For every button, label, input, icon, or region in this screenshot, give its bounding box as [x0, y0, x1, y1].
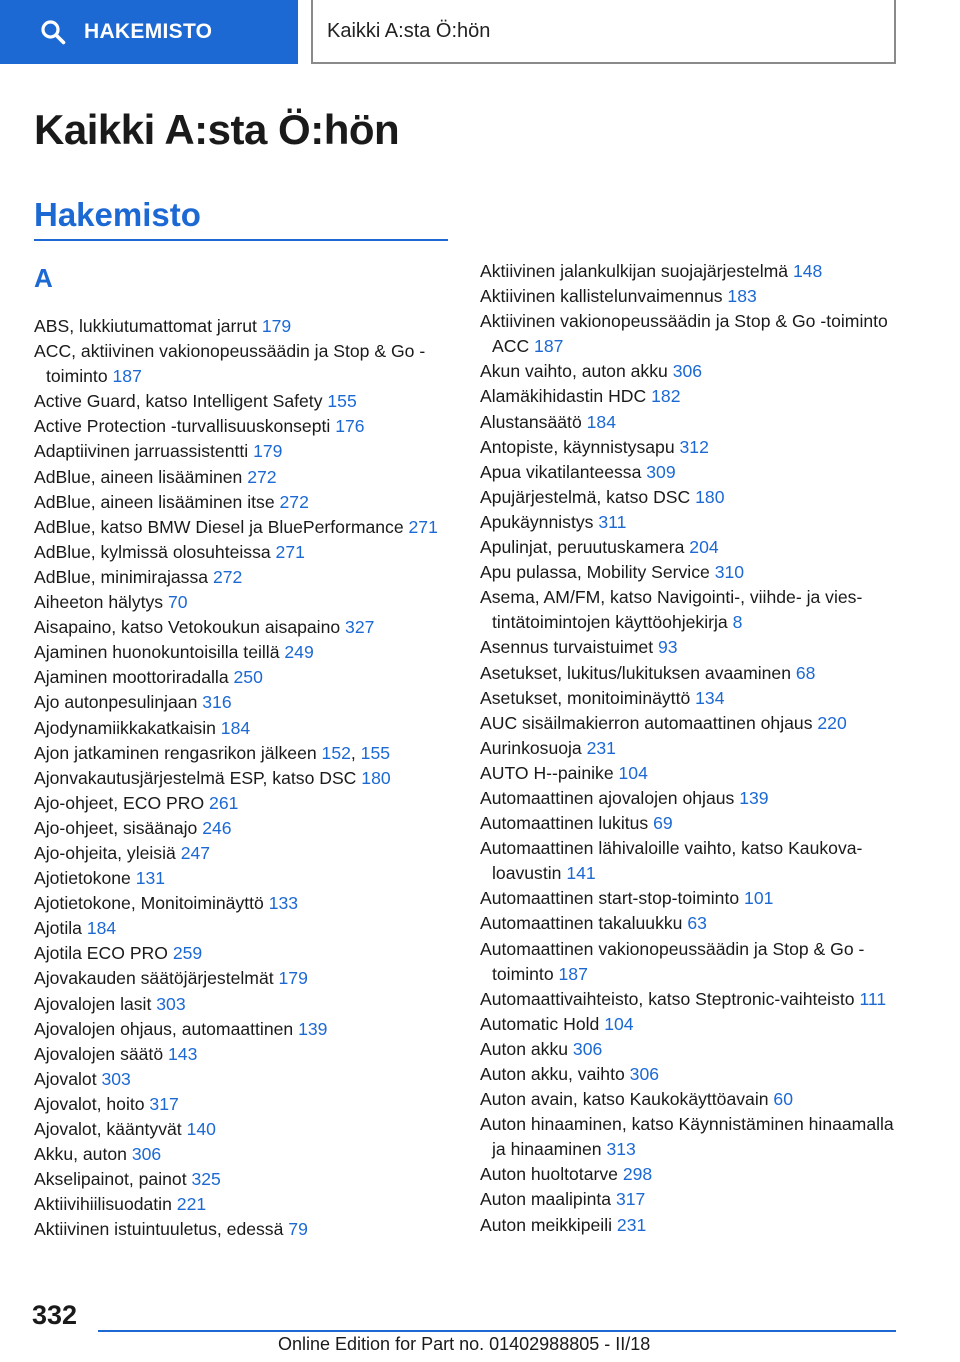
page-reference-link[interactable]: 155: [360, 742, 391, 763]
index-entry: [480, 711, 900, 736]
page-reference-link[interactable]: 187: [558, 963, 588, 984]
index-entry-text: Ajotietokone, Monitoiminäyttö: [34, 893, 269, 914]
page-reference-link[interactable]: 272: [279, 491, 309, 512]
index-entry: [34, 640, 448, 665]
index-entry: [34, 1042, 448, 1067]
index-entry-text: Aiheeton hälytys: [34, 592, 168, 613]
page-reference-link[interactable]: 139: [739, 787, 769, 808]
index-entry-text: Ajon jatkaminen rengasrikon jälkeen: [34, 742, 322, 763]
index-entry-text: ABS, lukkiutumattomat jarrut: [34, 316, 262, 336]
page-reference-link[interactable]: 8: [732, 612, 743, 633]
page-reference-link[interactable]: 133: [268, 893, 299, 914]
index-entry: [34, 540, 448, 565]
current-chapter-label: Kaikki A:sta Ö:hön: [327, 19, 491, 42]
index-entry-text: Active Protection -turvallisuuskonsepti: [34, 416, 336, 437]
index-entry-text: Asetukset, lukitus/lukituksen avaaminen: [480, 662, 796, 683]
index-entry-text: Automatic Hold: [480, 1013, 605, 1034]
index-entry: [34, 916, 448, 941]
index-entry: [480, 987, 900, 1012]
page-reference-link[interactable]: 179: [253, 441, 283, 462]
index-entry: [34, 992, 448, 1017]
page-reference-link[interactable]: 306: [572, 1038, 603, 1059]
index-entry: [34, 465, 448, 490]
page-reference-link[interactable]: 180: [361, 767, 391, 788]
index-entry-text: AdBlue, aineen lisääminen itse: [34, 491, 280, 512]
index-entry-text: Auton avain, katso Kaukokäyttöavain: [480, 1089, 774, 1110]
page-title: Kaikki A:sta Ö:hön: [34, 106, 400, 153]
page-reference-link[interactable]: 246: [202, 817, 232, 838]
index-entry: [34, 816, 448, 841]
index-entry-text: Aktiivihiilisuodatin: [34, 1194, 177, 1215]
index-entry-text: ACC, aktiivinen vakionopeussäädin ja Stop & Go -toiminto: [34, 341, 426, 387]
index-entry-text: Auton meikkipeili: [480, 1214, 617, 1235]
index-entry: [480, 937, 900, 987]
index-entry: [34, 716, 448, 741]
page-reference-link[interactable]: 68: [795, 662, 816, 683]
page-reference-link[interactable]: 187: [112, 366, 142, 387]
index-entry-text: AUC sisäilmakierron automaattinen ohjaus: [480, 712, 818, 733]
index-entry: [480, 1012, 900, 1037]
index-entry-text: Auton maalipinta: [480, 1189, 616, 1210]
index-entry: [480, 736, 900, 761]
index-column-right: [480, 259, 900, 1238]
page-reference-link[interactable]: 259: [172, 943, 203, 964]
index-entry: [34, 565, 448, 590]
index-entry: [480, 786, 900, 811]
page-reference-link[interactable]: 184: [586, 411, 616, 432]
index-entry-text: Aktiivinen istuintuuletus, edessä: [34, 1219, 289, 1240]
page-reference-link[interactable]: 183: [727, 286, 757, 307]
index-entry-text: Ajotietokone: [34, 868, 136, 889]
search-icon: [40, 19, 66, 45]
page-reference-link[interactable]: 313: [606, 1139, 636, 1160]
index-entry-text: Adaptiivinen jarruassistentti: [34, 441, 254, 462]
page-reference-link[interactable]: 325: [191, 1169, 221, 1190]
index-entry: [34, 1217, 448, 1242]
index-entry-text: Ajo-ohjeet, sisäänajo: [34, 817, 203, 838]
index-entry: [34, 439, 448, 464]
index-letter-heading: A: [34, 263, 53, 293]
index-entry-text: Auton huoltotarve: [480, 1164, 623, 1185]
top-navigation: [0, 0, 960, 66]
index-entry-text: AdBlue, kylmissä olosuhteissa: [34, 541, 276, 562]
page-reference-link[interactable]: 140: [186, 1119, 216, 1139]
index-entry-text: Akselipainot, painot: [34, 1169, 192, 1190]
index-entry: [480, 485, 900, 510]
page-reference-link[interactable]: 180: [695, 486, 725, 507]
page-reference-link[interactable]: 317: [615, 1189, 646, 1210]
page-reference-link[interactable]: 204: [689, 537, 719, 558]
page-reference-link[interactable]: 101: [744, 888, 774, 909]
page-reference-link[interactable]: 104: [618, 762, 648, 783]
index-entry: [34, 966, 448, 991]
index-entry-text: AdBlue, minimirajassa: [34, 566, 213, 587]
index-entry: [480, 259, 900, 284]
page-reference-link[interactable]: 306: [131, 1144, 162, 1165]
page-reference-link[interactable]: 69: [653, 813, 673, 834]
index-entry-text: Alamäkihidastin HDC: [480, 386, 652, 407]
index-entry: [480, 1037, 900, 1062]
index-entry: [480, 384, 900, 409]
page-reference-link[interactable]: 93: [657, 637, 678, 658]
index-entry: [480, 410, 900, 435]
page-reference-link[interactable]: 250: [233, 667, 263, 688]
index-column-left: [34, 314, 448, 1242]
section-title: Hakemisto: [34, 196, 201, 233]
page-reference-link[interactable]: 247: [180, 842, 211, 863]
page-reference-link[interactable]: 310: [714, 562, 745, 583]
page-reference-link[interactable]: 104: [604, 1013, 634, 1034]
page-reference-link[interactable]: 131: [135, 868, 166, 889]
index-entry: [34, 866, 448, 891]
index-entry: [480, 761, 900, 786]
index-entry-text: Apua vikatilanteessa: [480, 461, 647, 482]
page-reference-link[interactable]: 271: [275, 541, 305, 562]
index-entry-text: Ajovalojen lasit: [34, 993, 157, 1014]
index-entry-text: Asetukset, monitoiminäyttö: [480, 687, 696, 708]
index-entry: [34, 791, 448, 816]
index-entry-text: AdBlue, katso BMW Diesel ja BluePerformance: [34, 516, 409, 537]
index-entry: [34, 590, 448, 615]
page-reference-link[interactable]: 134: [695, 687, 725, 708]
edition-footer: Online Edition for Part no. 01402988805 - II/18: [278, 1334, 651, 1354]
index-entry-text: Automaattinen start-stop-toiminto: [480, 888, 745, 909]
index-entry-text: Ajovalojen ohjaus, automaattinen: [34, 1018, 299, 1039]
page-reference-link[interactable]: 143: [168, 1043, 198, 1064]
index-entry-text: Apujärjestelmä, katso DSC: [480, 486, 696, 507]
index-entry: [34, 690, 448, 715]
index-entry-text: Auton akku, vaihto: [480, 1064, 630, 1084]
page-reference-link[interactable]: 184: [220, 717, 251, 738]
page-reference-link[interactable]: 152: [321, 742, 351, 763]
index-entry: [480, 359, 900, 384]
page-reference-link[interactable]: 70: [168, 592, 188, 613]
page-reference-link[interactable]: 231: [586, 737, 616, 758]
index-entry-text: Automaattinen takaluukku: [480, 913, 688, 934]
index-entry: [34, 766, 448, 791]
index-entry-text: Asema, AM/FM, katso Navigointi-, viihde- ja viestintätoimintojen käyttöohjekirja: [480, 587, 863, 633]
index-tab-label: HAKEMISTO: [84, 20, 213, 43]
index-entry-text: Apulinjat, peruutuskamera: [480, 537, 690, 558]
page-reference-link[interactable]: 179: [261, 316, 292, 336]
page-reference-link[interactable]: 303: [156, 993, 186, 1014]
index-entry: [34, 615, 448, 640]
index-entry: [480, 686, 900, 711]
index-entry-text: Ajo-ohjeita, yleisiä: [34, 842, 181, 863]
index-entry-text: Automaattinen ajovalojen ohjaus: [480, 787, 740, 808]
index-entry: [480, 585, 900, 635]
page-reference-link[interactable]: 221: [176, 1194, 207, 1215]
index-entry-text: Apu pulassa, Mobility Service: [480, 562, 715, 583]
index-entry-text: Ajonvakautusjärjestelmä ESP, katso DSC: [34, 767, 362, 788]
index-entry-text: Akku, auton: [34, 1144, 132, 1165]
page-reference-link[interactable]: 63: [687, 913, 707, 934]
index-entry-text: Ajovalot: [34, 1068, 102, 1089]
index-entry-text: Ajaminen moottoriradalla: [34, 667, 234, 688]
page-reference-link[interactable]: 176: [335, 416, 365, 437]
index-entry: [480, 1162, 900, 1187]
index-entry: [480, 535, 900, 560]
index-entry: [34, 490, 448, 515]
index-entry: [34, 314, 448, 339]
index-entry: [34, 665, 448, 690]
index-entry-text: Auton hinaaminen, katso Käynnistäminen hinaamalla ja hinaaminen: [480, 1114, 894, 1160]
index-entry-text: Ajovalot, hoito: [34, 1093, 150, 1114]
index-entry: [34, 891, 448, 916]
index-entry: [480, 836, 900, 886]
index-entry: [34, 1017, 448, 1042]
page-reference-link[interactable]: 231: [616, 1214, 647, 1235]
index-entry: [34, 1142, 448, 1167]
page-reference-link[interactable]: 141: [566, 863, 596, 884]
index-entry: [480, 1213, 900, 1238]
index-entry: [480, 309, 900, 359]
index-entry-text: Automaattinen vakionopeussäädin ja Stop & Go -toiminto: [480, 938, 865, 984]
page-reference-link[interactable]: 79: [288, 1219, 308, 1240]
index-entry: [34, 1117, 448, 1142]
page-reference-link[interactable]: 327: [345, 617, 375, 638]
index-entry: [480, 911, 900, 936]
index-entry-text: Antopiste, käynnistysapu: [480, 436, 680, 457]
index-entry-text: Ajotila: [34, 918, 87, 939]
index-entry-text: Automaattivaihteisto, katso Steptronic-vaihteisto: [480, 988, 860, 1009]
index-entry-text: Automaattinen lähivaloille vaihto, katso Kaukovaloavustin: [480, 838, 863, 884]
index-entry-text: Ajodynamiikkakatkaisin: [34, 717, 221, 738]
page-reference-link[interactable]: 306: [629, 1064, 660, 1084]
index-entry: [480, 284, 900, 309]
index-entry-text: Ajovalojen säätö: [34, 1043, 168, 1064]
page-number: 332: [32, 1300, 78, 1330]
index-entry-text: Apukäynnistys: [480, 511, 599, 532]
page-reference-link[interactable]: 148: [792, 261, 823, 281]
index-entry: [34, 1192, 448, 1217]
index-entry-text: Aktiivinen jalankulkijan suojajärjestelmä: [480, 261, 793, 281]
index-entry: [480, 510, 900, 535]
index-entry-text: Aktiivinen kallistelunvaimennus: [480, 286, 728, 307]
index-entry: [34, 1092, 448, 1117]
index-entry-text: Ajovakauden säätöjärjestelmät: [34, 968, 279, 989]
page-reference-link[interactable]: 60: [773, 1089, 793, 1110]
index-entry-text: Aktiivinen vakionopeussäädin ja Stop & Go -toiminto ACC: [480, 311, 888, 357]
index-entry: [34, 841, 448, 866]
index-entry: [34, 1167, 448, 1192]
page-reference-link[interactable]: 311: [598, 511, 627, 532]
index-entry: [480, 886, 900, 911]
page-reference-link[interactable]: 298: [622, 1164, 653, 1185]
index-entry-text: Ajotila ECO PRO: [34, 943, 173, 964]
page-reference-link[interactable]: 182: [651, 386, 681, 407]
page-reference-link[interactable]: 139: [298, 1018, 328, 1039]
index-entry-text: Aisapaino, katso Vetokoukun aisapaino: [34, 617, 346, 638]
index-entry-text: Active Guard, katso Intelligent Safety: [34, 391, 328, 412]
index-entry-text: AdBlue, aineen lisääminen: [34, 466, 248, 487]
page-reference-link[interactable]: 249: [284, 642, 314, 663]
index-entry: [480, 460, 900, 485]
index-entry-text: Aurinkosuoja: [480, 737, 587, 758]
page-reference-link[interactable]: 306: [672, 361, 703, 382]
index-entry-text: Asennus turvaistuimet: [480, 637, 658, 658]
index-entry: [34, 414, 448, 439]
page-reference-link[interactable]: 303: [101, 1068, 131, 1089]
index-entry: [480, 811, 900, 836]
footer-divider: [98, 1330, 896, 1332]
index-tab-button[interactable]: [0, 0, 298, 64]
index-entry: [480, 560, 900, 585]
index-entry: Ajon jatkaminen rengasrikon jälkeen 152, 155: [34, 742, 391, 763]
index-entry: [480, 1187, 900, 1212]
page-reference-link[interactable]: 261: [209, 792, 239, 813]
index-entry: [34, 1067, 448, 1092]
index-entry: [480, 1112, 900, 1162]
page-reference-link[interactable]: 179: [278, 968, 308, 989]
index-entry: [34, 941, 448, 966]
index-entry: [480, 1087, 900, 1112]
page-reference-link[interactable]: 317: [149, 1093, 179, 1114]
page-reference-link[interactable]: 312: [679, 436, 709, 457]
page-reference-link[interactable]: 271: [408, 516, 438, 537]
index-entry: [34, 515, 448, 540]
index-entry-text: Ajo autonpesulinjaan: [34, 692, 203, 713]
index-entry-text: Ajo-ohjeet, ECO PRO: [34, 792, 210, 813]
page-reference-link[interactable]: 220: [817, 712, 847, 733]
index-entry-text: Ajovalot, kääntyvät: [34, 1119, 187, 1139]
index-entry: [480, 661, 900, 686]
index-entry-text: Alustansäätö: [480, 411, 587, 432]
page-reference-link[interactable]: 309: [646, 461, 676, 482]
page-reference-link[interactable]: 316: [202, 692, 232, 713]
page-reference-link[interactable]: 111: [859, 988, 887, 1009]
section-divider: [34, 239, 448, 241]
index-entry-text: Automaattinen lukitus: [480, 813, 654, 834]
index-entry-text: AUTO H--painike: [480, 762, 619, 783]
index-entry: [34, 339, 448, 389]
index-entry: [480, 435, 900, 460]
index-entry-text: Auton akku: [480, 1038, 573, 1059]
page-reference-link[interactable]: 187: [534, 336, 564, 357]
page-reference-link[interactable]: 155: [327, 391, 357, 412]
current-chapter-tab[interactable]: [311, 0, 896, 64]
index-entry-text: Akun vaihto, auton akku: [480, 361, 673, 382]
index-entry-text: Ajaminen huonokuntoisilla teillä: [34, 642, 285, 663]
page-reference-link[interactable]: 184: [86, 918, 117, 939]
page-reference-link[interactable]: 272: [247, 466, 277, 487]
index-entry: [480, 1062, 900, 1087]
page-reference-link[interactable]: 272: [212, 566, 243, 587]
index-entry: [480, 635, 900, 660]
index-entry: [34, 389, 448, 414]
